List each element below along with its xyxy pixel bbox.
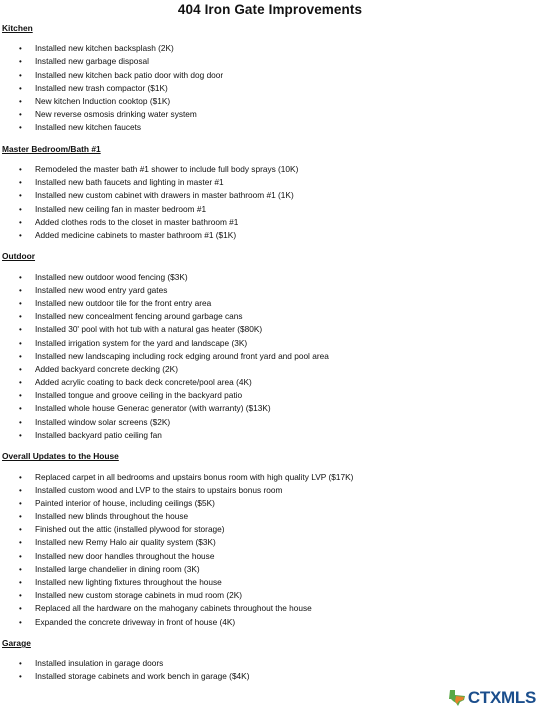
- item-text: Added acrylic coating to back deck concrete/pool area (4K): [35, 377, 252, 388]
- list-item: [2, 163, 538, 176]
- list-item: [2, 602, 538, 615]
- list-item: [2, 95, 538, 108]
- bullet-icon: •: [19, 512, 22, 522]
- bullet-icon: •: [19, 285, 22, 295]
- item-text: Installed window solar screens ($2K): [35, 416, 171, 427]
- list-item: [2, 497, 538, 510]
- item-text: Installed tongue and groove ceiling in the backyard patio: [35, 390, 243, 401]
- section-outdoor: [2, 250, 538, 442]
- item-text: Installed new Remy Halo air quality system ($3K): [35, 537, 216, 548]
- section-heading: Kitchen: [2, 23, 33, 33]
- list-item: [2, 108, 538, 121]
- section-kitchen: [2, 22, 538, 135]
- list-item: [2, 363, 538, 376]
- bullet-icon: •: [19, 178, 22, 188]
- bullet-icon: •: [19, 364, 22, 374]
- item-list: [2, 42, 538, 134]
- item-list: [2, 471, 538, 629]
- item-text: Installed new custom storage cabinets in mud room (2K): [35, 590, 243, 601]
- texas-state-icon: [447, 688, 467, 708]
- list-item: [2, 616, 538, 629]
- item-text: Installed new kitchen backsplash (2K): [35, 43, 174, 54]
- item-list: [2, 163, 538, 242]
- bullet-icon: •: [19, 298, 22, 308]
- bullet-icon: •: [19, 217, 22, 227]
- bullet-icon: •: [19, 391, 22, 401]
- list-item: [2, 337, 538, 350]
- item-text: Installed new door handles throughout the house: [35, 550, 215, 561]
- bullet-icon: •: [19, 325, 22, 335]
- list-item: [2, 376, 538, 389]
- list-item: [2, 42, 538, 55]
- section-heading: Master Bedroom/Bath #1: [2, 143, 101, 154]
- document-body: [2, 22, 538, 692]
- page-title: 404 Iron Gate Improvements: [177, 2, 363, 17]
- bullet-icon: •: [19, 551, 22, 561]
- item-text: Installed irrigation system for the yard and landscape (3K): [35, 337, 248, 348]
- bullet-icon: •: [19, 191, 22, 201]
- bullet-icon: •: [19, 378, 22, 388]
- item-text: Installed new wood entry yard gates: [35, 284, 168, 295]
- bullet-icon: •: [19, 538, 22, 548]
- item-text: Expanded the concrete driveway in front of house (4K): [35, 616, 236, 627]
- bullet-icon: •: [19, 272, 22, 282]
- list-item: [2, 657, 538, 670]
- list-item: [2, 536, 538, 549]
- item-text: Replaced all the hardware on the mahogany cabinets throughout the house: [35, 603, 312, 614]
- bullet-icon: •: [19, 525, 22, 535]
- item-text: Installed insulation in garage doors: [35, 658, 164, 669]
- item-text: Remodeled the master bath #1 shower to include full body sprays (10K): [35, 163, 299, 174]
- bullet-icon: •: [19, 351, 22, 361]
- section-master-bedroom-bath: [2, 143, 538, 242]
- item-text: Installed new ceiling fan in master bedroom #1: [35, 203, 207, 214]
- list-item: [2, 510, 538, 523]
- item-text: Installed new concealment fencing around garbage cans: [35, 311, 243, 322]
- section-heading: Outdoor: [2, 251, 36, 262]
- item-list: [2, 271, 538, 442]
- bullet-icon: •: [19, 498, 22, 508]
- item-text: New kitchen Induction cooktop ($1K): [35, 95, 171, 106]
- list-item: [2, 229, 538, 242]
- item-text: New reverse osmosis drinking water system: [35, 109, 197, 120]
- bullet-icon: •: [19, 338, 22, 348]
- item-text: Installed new outdoor tile for the front entry area: [35, 297, 212, 308]
- bullet-icon: •: [19, 485, 22, 495]
- list-item: [2, 416, 538, 429]
- bullet-icon: •: [19, 578, 22, 588]
- list-item: [2, 550, 538, 563]
- list-item: [2, 189, 538, 202]
- list-item: [2, 284, 538, 297]
- item-text: Added backyard concrete decking (2K): [35, 363, 178, 374]
- item-text: Installed 30' pool with hot tub with a natural gas heater ($80K): [35, 324, 263, 335]
- bullet-icon: •: [19, 591, 22, 601]
- bullet-icon: •: [19, 44, 22, 54]
- list-item: [2, 484, 538, 497]
- item-text: Installed new blinds throughout the house: [35, 511, 189, 522]
- item-text: Installed new landscaping including rock edging around front yard and pool area: [35, 350, 329, 361]
- section-garage: [2, 637, 538, 684]
- item-text: Installed new bath faucets and lighting in master #1: [35, 177, 224, 188]
- list-item: [2, 523, 538, 536]
- bullet-icon: •: [19, 164, 22, 174]
- bullet-icon: •: [19, 123, 22, 133]
- list-item: [2, 402, 538, 415]
- item-text: Installed storage cabinets and work bench in garage ($4K): [35, 671, 250, 682]
- bullet-icon: •: [19, 564, 22, 574]
- section-overall-updates: [2, 450, 538, 628]
- bullet-icon: •: [19, 472, 22, 482]
- item-list: [2, 657, 538, 683]
- list-item: [2, 297, 538, 310]
- item-text: Added medicine cabinets to master bathroom #1 ($1K): [35, 229, 237, 240]
- bullet-icon: •: [19, 430, 22, 440]
- bullet-icon: •: [19, 404, 22, 414]
- list-item: [2, 323, 538, 336]
- list-item: [2, 69, 538, 82]
- item-text: Installed large chandelier in dining room (3K): [35, 563, 200, 574]
- list-item: [2, 563, 538, 576]
- item-text: Installed backyard patio ceiling fan: [35, 429, 162, 440]
- bullet-icon: •: [19, 659, 22, 669]
- list-item: [2, 216, 538, 229]
- item-text: Replaced carpet in all bedrooms and upstairs bonus room with high quality LVP ($17K): [35, 471, 354, 482]
- list-item: [2, 310, 538, 323]
- list-item: [2, 429, 538, 442]
- list-item: [2, 203, 538, 216]
- bullet-icon: •: [19, 230, 22, 240]
- item-text: Installed new kitchen faucets: [35, 122, 142, 133]
- list-item: [2, 471, 538, 484]
- item-text: Installed new custom cabinet with drawers in master bathroom #1 (1K): [35, 190, 294, 201]
- list-item: [2, 121, 538, 134]
- bullet-icon: •: [19, 672, 22, 682]
- list-item: [2, 589, 538, 602]
- bullet-icon: •: [19, 417, 22, 427]
- bullet-icon: •: [19, 83, 22, 93]
- logo-text: CTXMLS: [467, 688, 536, 707]
- item-text: Installed new outdoor wood fencing ($3K): [35, 271, 188, 282]
- item-text: Painted interior of house, including ceilings ($5K): [35, 497, 215, 508]
- ctxmls-logo: [447, 687, 536, 709]
- bullet-icon: •: [19, 617, 22, 627]
- item-text: Installed new lighting fixtures throughout the house: [35, 577, 222, 588]
- item-text: Installed whole house Generac generator (with warranty) ($13K): [35, 403, 271, 414]
- bullet-icon: •: [19, 57, 22, 67]
- bullet-icon: •: [19, 70, 22, 80]
- list-item: [2, 576, 538, 589]
- list-item: [2, 389, 538, 402]
- bullet-icon: •: [19, 96, 22, 106]
- bullet-icon: •: [19, 204, 22, 214]
- item-text: Finished out the attic (installed plywood for storage): [35, 524, 225, 535]
- list-item: [2, 271, 538, 284]
- bullet-icon: •: [19, 604, 22, 614]
- item-text: Added clothes rods to the closet in master bathroom #1: [35, 216, 239, 227]
- section-heading: Garage: [2, 638, 31, 649]
- list-item: [2, 82, 538, 95]
- bullet-icon: •: [19, 312, 22, 322]
- list-item: [2, 670, 538, 683]
- list-item: [2, 55, 538, 68]
- bullet-icon: •: [19, 110, 22, 120]
- list-item: [2, 176, 538, 189]
- list-item: [2, 350, 538, 363]
- item-text: Installed new trash compactor ($1K): [35, 82, 168, 93]
- section-heading: Overall Updates to the House: [2, 451, 119, 462]
- item-text: Installed custom wood and LVP to the stairs to upstairs bonus room: [35, 484, 283, 495]
- item-text: Installed new kitchen back patio door with dog door: [35, 69, 224, 80]
- item-text: Installed new garbage disposal: [35, 56, 149, 67]
